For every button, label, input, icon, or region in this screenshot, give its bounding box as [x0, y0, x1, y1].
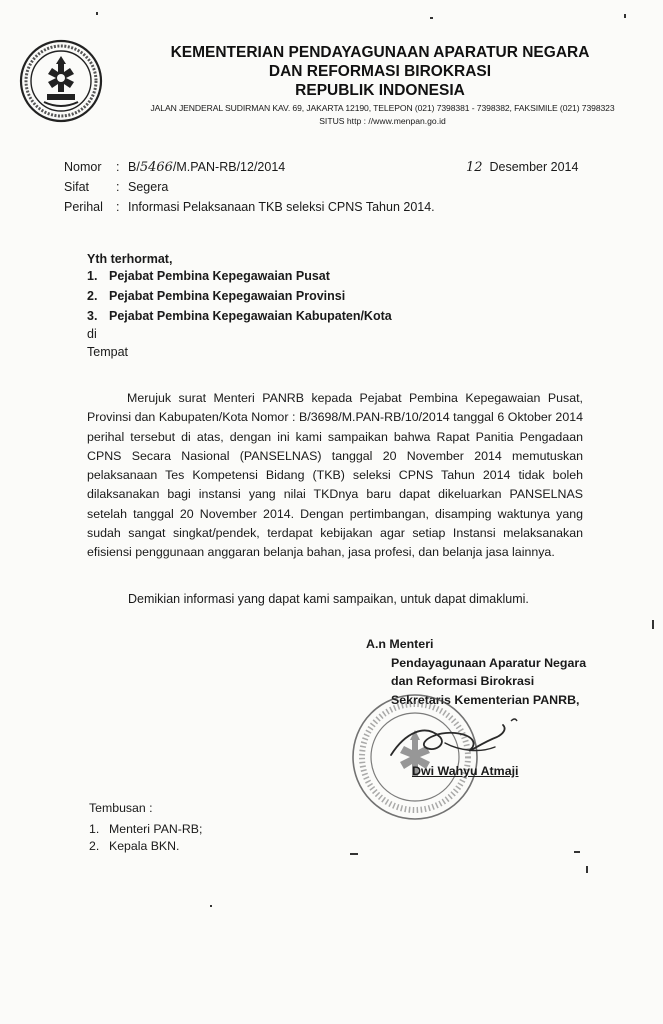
sifat-value: Segera	[128, 180, 169, 194]
org-name-line3: REPUBLIK INDONESIA	[295, 82, 465, 99]
recipient-number: 3.	[87, 309, 98, 323]
cc-number: 2.	[89, 839, 100, 853]
letter-date	[466, 160, 578, 175]
scan-speck	[350, 853, 358, 855]
cc-label: Kepala BKN.	[109, 839, 180, 853]
recipient-place: Tempat	[87, 345, 128, 359]
cc-number: 1.	[89, 822, 100, 836]
recipient-item	[87, 269, 330, 283]
nomor-separator: :	[116, 160, 120, 174]
sifat-row	[64, 180, 168, 194]
recipient-number: 2.	[87, 289, 98, 303]
perihal-separator: :	[116, 200, 120, 214]
signature-role: A.n Menteri	[366, 637, 434, 651]
date-day-handwritten: 12	[466, 160, 483, 175]
scan-speck	[574, 851, 580, 853]
org-name-line2: DAN REFORMASI BIROKRASI	[268, 63, 492, 80]
signature-title-line1: Pendayagunaan Aparatur Negara	[391, 656, 587, 670]
cc-heading: Tembusan :	[89, 801, 153, 815]
nomor-handwritten: 5466	[139, 160, 173, 175]
nomor-row	[64, 160, 285, 175]
cc-label: Menteri PAN-RB;	[109, 822, 203, 836]
org-website: SITUS http : //www.menpan.go.id	[319, 116, 446, 126]
recipient-item	[87, 289, 345, 303]
sifat-label: Sifat	[64, 180, 90, 194]
perihal-label: Perihal	[64, 200, 103, 214]
cc-item	[89, 839, 179, 853]
signature-title-line3: Sekretaris Kementerian PANRB,	[391, 693, 580, 707]
recipient-label: Pejabat Pembina Kepegawaian Provinsi	[109, 289, 346, 303]
salutation: Yth terhormat,	[87, 252, 173, 266]
recipient-label: Pejabat Pembina Kepegawaian Pusat	[109, 269, 330, 283]
scan-speck	[624, 14, 626, 18]
scan-speck	[586, 866, 588, 873]
signatory-name: Dwi Wahyu Atmaji	[412, 764, 519, 778]
nomor-suffix: /M.PAN-RB/12/2014	[172, 160, 286, 174]
date-month-year: Desember 2014	[489, 160, 579, 174]
nomor-label: Nomor	[64, 160, 102, 174]
scan-speck	[652, 620, 654, 629]
cc-item	[89, 822, 202, 836]
signature-title-line2: dan Reformasi Birokrasi	[391, 674, 535, 688]
nomor-prefix: B/	[128, 160, 140, 174]
scan-speck	[210, 905, 212, 907]
org-name-line1: KEMENTERIAN PENDAYAGUNAAN APARATUR NEGARA	[170, 44, 590, 61]
recipient-number: 1.	[87, 269, 98, 283]
body-paragraph: Merujuk surat Menteri PANRB kepada Pejabat Pembina Kepegawaian Pusat, Provinsi dan Kabupaten/Kota Nomor : B/3698/M.PAN-RB/10/2014 tanggal 6 Oktober 2014 perihal tersebut di atas, dengan ini kami sampaikan bahwa Rapat Panitia Pengadaan CPNS Secara Nasional (PANSELNAS) tanggal 20 November 2014 memutuskan pelaksanaan Tes Kompetensi Bidang (TKB) seleksi CPNS Tahun 2014 tidak boleh dilaksanakan bagi instansi yang nilai TKDnya baru dapat dikeluarkan PANSELNAS setelah tanggal 20 November 2014. Dengan pertimbangan, disamping waktunya yang sudah sangat singkat/pendek, terdapat kebijakan agar setiap Instansi melaksanakan efisiensi penggunaan anggaran belanja bahan, jasa profesi, dan belanja jasa lainnya.	[87, 391, 583, 560]
scan-speck	[96, 12, 98, 15]
scan-speck	[430, 17, 433, 19]
recipient-item	[87, 309, 392, 323]
recipient-label: Pejabat Pembina Kepegawaian Kabupaten/Kota	[109, 309, 392, 323]
sifat-separator: :	[116, 180, 120, 194]
perihal-value: Informasi Pelaksanaan TKB seleksi CPNS Tahun 2014.	[128, 200, 435, 214]
org-address: JALAN JENDERAL SUDIRMAN KAV. 69, JAKARTA 12190, TELEPON (021) 7398381 - 7398382, FAKSIMILE (021) 7398323	[150, 103, 615, 113]
perihal-row	[64, 200, 435, 214]
ministry-emblem-icon	[18, 38, 104, 124]
recipient-di: di	[87, 327, 97, 341]
closing-sentence: Demikian informasi yang dapat kami sampaikan, untuk dapat dimaklumi.	[128, 592, 529, 606]
